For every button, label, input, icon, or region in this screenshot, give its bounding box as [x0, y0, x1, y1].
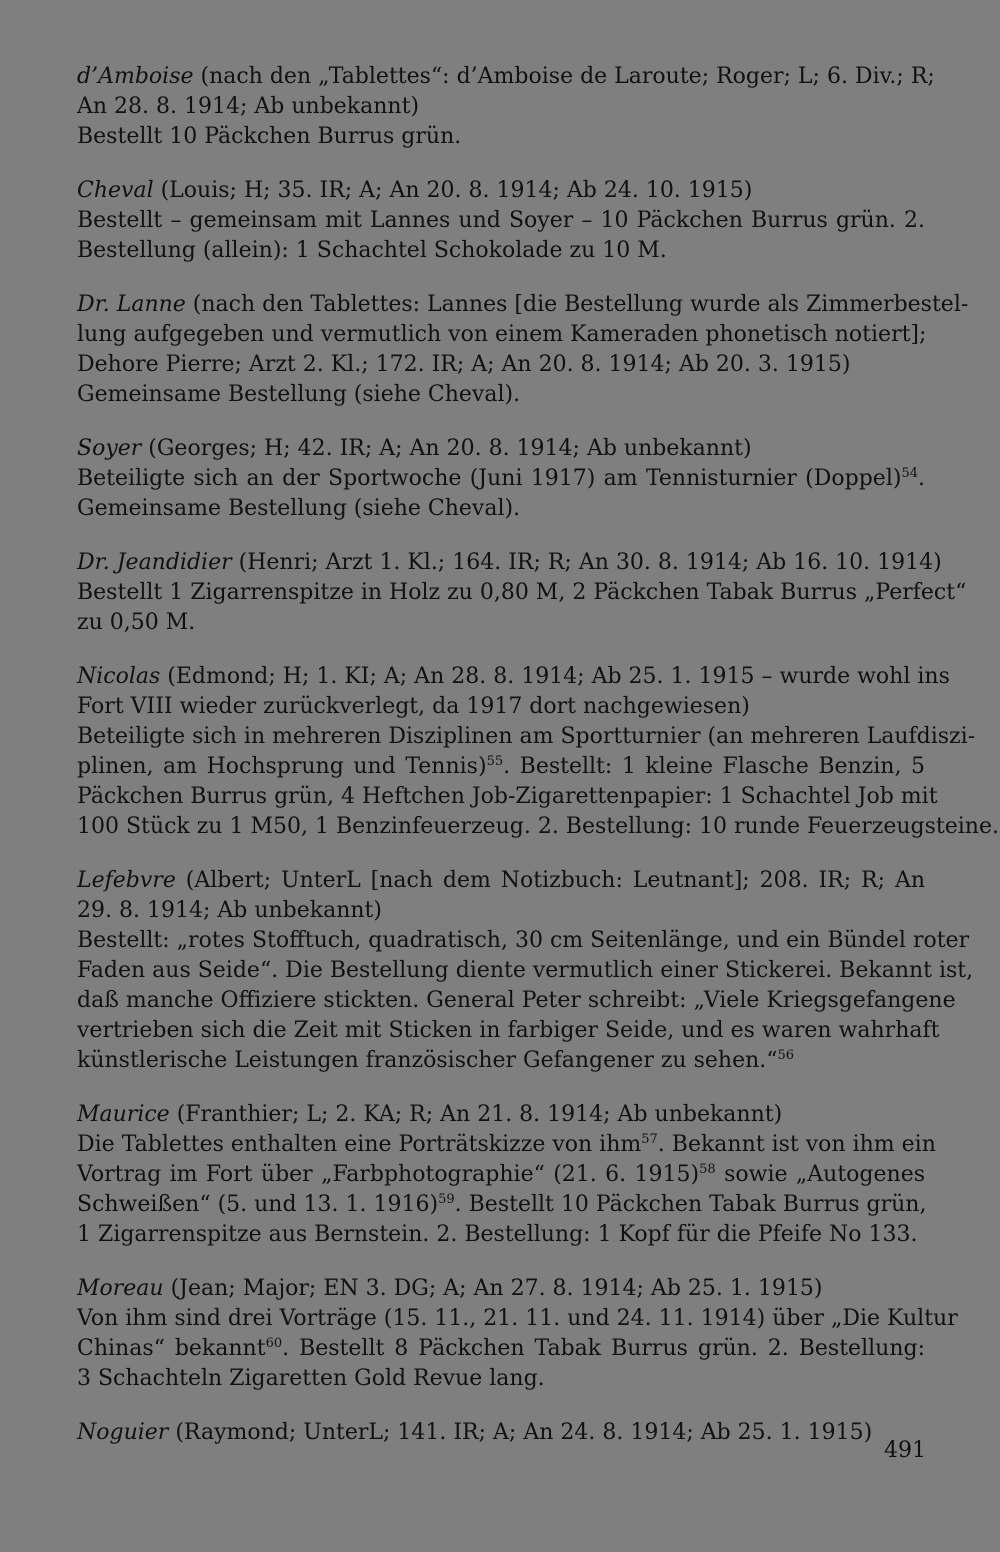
text-line: (Georges; H; 42. IR; A; An 20. 8. 1914; Ab unbekannt): [141, 436, 752, 461]
text-line: (Henri; Arzt 1. Kl.; 164. IR; R; An 30. 8. 1914; Ab 16. 10. 1914): [231, 550, 942, 575]
footnote-marker: 60: [265, 1336, 283, 1351]
entry-header-line: [77, 866, 925, 896]
text-line: An 28. 8. 1914; Ab unbekannt): [77, 94, 420, 119]
text-line: (Jean; Major; EN 3. DG; A; An 27. 8. 1914; Ab 25. 1. 1915): [163, 1276, 823, 1301]
page-number: 491: [884, 1438, 926, 1463]
entry-name: Dr. Jeandidier: [77, 550, 232, 575]
entry-header-line: [77, 62, 935, 92]
entry-lefebvre: [77, 866, 974, 1076]
text-line: 100 Stück zu 1 M50, 1 Benzinfeuerzeug. 2. Bestellung: 10 runde Feuerzeugsteine.: [77, 814, 999, 839]
entry-header-line: [77, 434, 925, 464]
entry-cheval: [77, 176, 925, 266]
footnote-marker: 59: [438, 1192, 455, 1207]
text-line-segment: Schweißen“ (5. und 13. 1. 1916): [77, 1192, 439, 1217]
text-line: Bestellt 1 Zigarrenspitze in Holz zu 0,80 M, 2 Päckchen Tabak Burrus „Perfect“: [77, 580, 967, 605]
entry-d-amboise: [77, 62, 935, 152]
text-line: [77, 1130, 936, 1160]
text-line: Von ihm sind drei Vorträge (15. 11., 21. 11. und 24. 11. 1914) über „Die Kultur: [77, 1306, 958, 1331]
text-line-segment: . Bestellt 10 Päckchen Tabak Burrus grün,: [454, 1192, 927, 1217]
text-line: (Edmond; H; 1. KI; A; An 28. 8. 1914; Ab 25. 1. 1915 – wurde wohl ins: [160, 664, 950, 689]
entry-jeandidier: [77, 548, 967, 638]
entry-name: Lefebvre: [77, 868, 176, 893]
text-line: Bestellt – gemeinsam mit Lannes und Soyer – 10 Päckchen Burrus grün. 2.: [77, 208, 925, 233]
entry-header-line: [77, 1274, 925, 1304]
page-body: [77, 62, 999, 1472]
entry-header-line: [77, 1100, 925, 1130]
text-line: 3 Schachteln Zigaretten Gold Revue lang.: [77, 1366, 545, 1391]
entry-lanne: [77, 290, 969, 410]
text-line-segment: . Bestellt 8 Päckchen Tabak Burrus grün. 2. Bestellung:: [282, 1336, 925, 1361]
text-line: vertrieben sich die Zeit mit Sticken in farbiger Seide, und es waren wahrhaft: [77, 1018, 940, 1043]
text-line: (Louis; H; 35. IR; A; An 20. 8. 1914; Ab 24. 10. 1915): [153, 178, 753, 203]
entry-header-line: [77, 548, 942, 578]
entry-name: d’Amboise: [77, 64, 194, 89]
text-line-segment: künstlerische Leistungen französischer Gefangener zu sehen.“: [77, 1048, 778, 1073]
footnote-marker: 57: [641, 1132, 658, 1147]
entry-header-line: [77, 662, 950, 692]
text-line: Beteiligte sich in mehreren Disziplinen am Sportturnier (an mehreren Laufdiszi-: [77, 724, 976, 749]
footnote-marker: 55: [486, 754, 504, 769]
text-line: Gemeinsame Bestellung (siehe Cheval).: [77, 382, 521, 407]
text-line-segment: Chinas“ bekannt: [77, 1336, 266, 1361]
text-line: [77, 1190, 925, 1220]
text-line: 29. 8. 1914; Ab unbekannt): [77, 898, 382, 923]
footnote-marker: 56: [777, 1048, 795, 1063]
entry-nicolas: [77, 662, 999, 842]
text-line-segment: . Bestellt: 1 kleine Flasche Benzin, 5: [503, 754, 925, 779]
entry-name: Nicolas: [77, 664, 161, 689]
text-line: daß manche Offiziere stickten. General Peter schreibt: „Viele Kriegsgefangene: [77, 988, 956, 1013]
text-line: Fort VIII wieder zurückverlegt, da 1917 dort nachgewiesen): [77, 694, 750, 719]
text-line: Päckchen Burrus grün, 4 Heftchen Job-Zigarettenpapier: 1 Schachtel Job mit: [77, 784, 938, 809]
text-line-segment: sowie „Autogenes: [715, 1162, 926, 1187]
text-line-segment: Die Tablettes enthalten eine Porträtskizze von ihm: [77, 1132, 642, 1157]
text-line: Beteiligte sich an der Sportwoche (Juni 1917) am Tennisturnier (Doppel)$^{54}$.: [77, 466, 925, 491]
footnote-marker: 58: [699, 1162, 716, 1177]
text-line: 1 Zigarrenspitze aus Bernstein. 2. Bestellung: 1 Kopf für die Pfeife No 133.: [77, 1222, 918, 1247]
text-line: Bestellt: „rotes Stofftuch, quadratisch, 30 cm Seitenlänge, und ein Bündel roter: [77, 928, 970, 953]
text-line: Bestellt 10 Päckchen Burrus grün.: [77, 124, 462, 149]
text-line: lung aufgegeben und vermutlich von einem Kameraden phonetisch notiert];: [77, 322, 927, 347]
text-line: [77, 1160, 925, 1190]
text-line: Dehore Pierre; Arzt 2. Kl.; 172. IR; A; An 20. 8. 1914; Ab 20. 3. 1915): [77, 352, 851, 377]
entry-maurice: [77, 1100, 936, 1250]
text-line: (Raymond; UnterL; 141. IR; A; An 24. 8. 1914; Ab 25. 1. 1915): [168, 1420, 873, 1445]
entry-name: Maurice: [77, 1102, 170, 1127]
text-line-segment: Vortrag im Fort über „Farbphotographie“ (21. 6. 1915): [77, 1162, 700, 1187]
text-line: (Albert; UnterL [nach dem Notizbuch: Leutnant]; 208. IR; R; An: [175, 868, 925, 893]
text-line: [77, 1046, 925, 1076]
text-line: Gemeinsame Bestellung (siehe Cheval).: [77, 496, 521, 521]
text-line: (nach den „Tablettes“: d’Amboise de Laroute; Roger; L; 6. Div.; R;: [193, 64, 935, 89]
entry-moreau: [77, 1274, 958, 1394]
entry-noguier: [77, 1418, 925, 1448]
text-line: (Franthier; L; 2. KA; R; An 21. 8. 1914; Ab unbekannt): [169, 1102, 783, 1127]
entry-name: Noguier: [77, 1420, 169, 1445]
text-line: (nach den Tablettes: Lannes [die Bestellung wurde als Zimmerbestel-: [185, 292, 969, 317]
text-line-segment: plinen, am Hochsprung und Tennis): [77, 754, 487, 779]
entry-soyer: [77, 434, 925, 524]
text-line: Bestellung (allein): 1 Schachtel Schokolade zu 10 M.: [77, 238, 667, 263]
entry-header-line: [77, 1418, 925, 1448]
text-line: Faden aus Seide“. Die Bestellung diente vermutlich einer Stickerei. Bekannt ist,: [77, 958, 974, 983]
entry-name: Soyer: [77, 436, 142, 461]
text-line-segment: . Bekannt ist von ihm ein: [657, 1132, 936, 1157]
entry-name: Cheval: [77, 178, 154, 203]
text-line: [77, 752, 925, 782]
text-line: zu 0,50 M.: [77, 610, 196, 635]
entry-header-line: [77, 290, 969, 320]
entry-name: Dr. Lanne: [77, 292, 186, 317]
text-line-segment: Beteiligte sich an der Sportwoche (Juni 1917) am Tennisturnier (Doppel): [77, 466, 902, 491]
entry-name: Moreau: [77, 1276, 164, 1301]
footnote-marker: 54: [901, 466, 918, 481]
entry-header-line: [77, 176, 925, 206]
text-line: [77, 1334, 925, 1364]
